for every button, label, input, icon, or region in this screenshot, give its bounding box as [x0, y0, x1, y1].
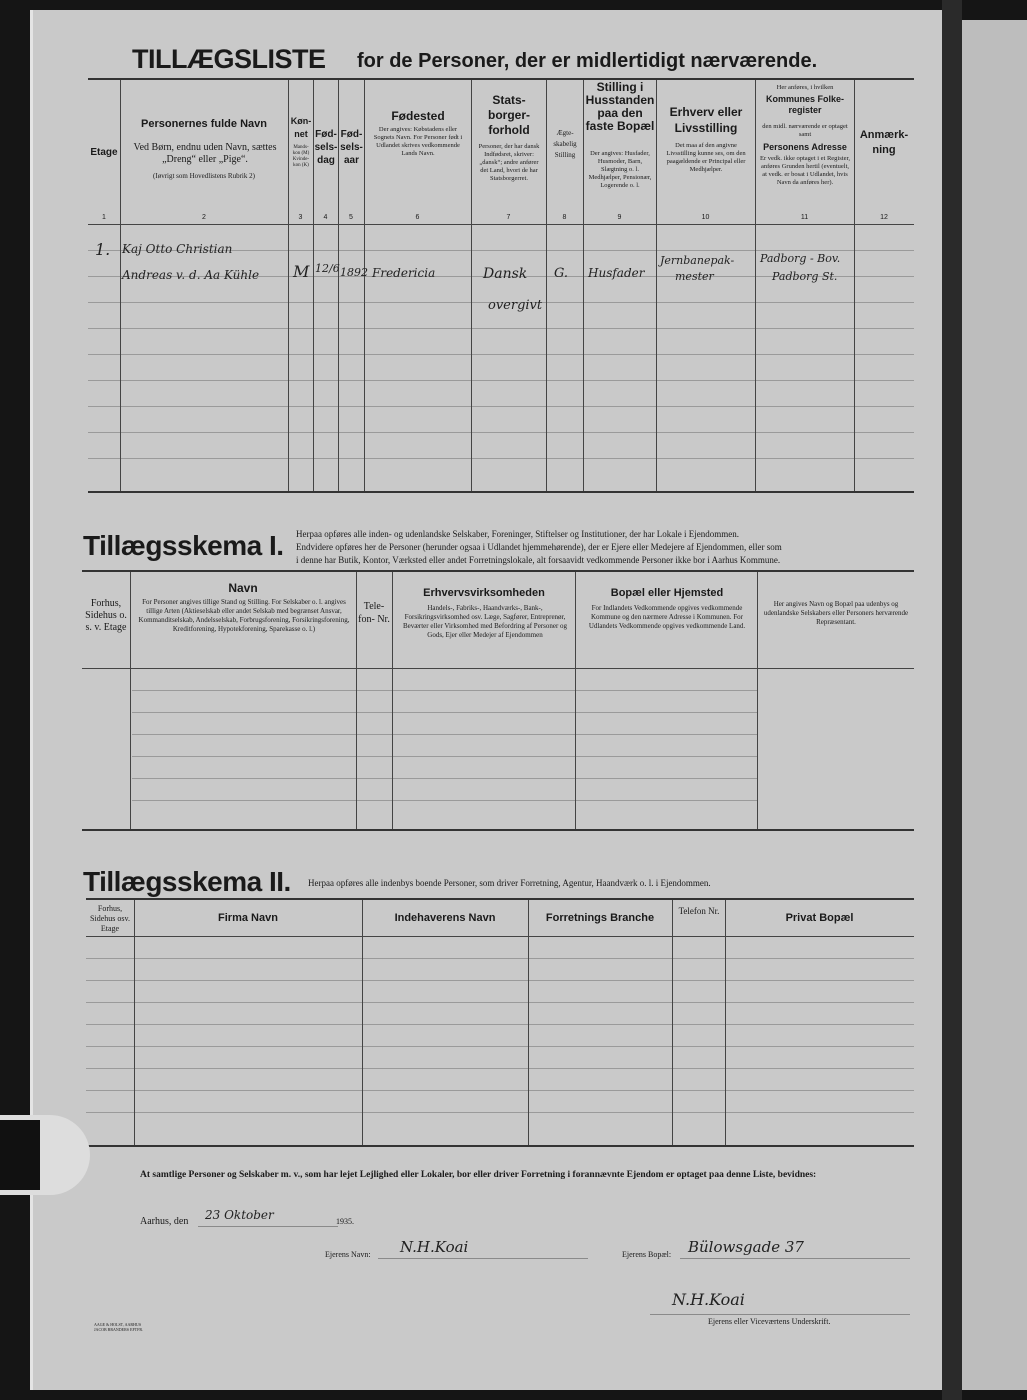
binding-shadow: [0, 1120, 40, 1190]
skema2-desc: Herpaa opføres alle indenbys boende Personer, som driver Forretning, Agentur, Haandværk o. l. i Ejendommen.: [308, 878, 711, 888]
row-statsborger-note: overgivt: [488, 298, 543, 313]
ruled-line: [88, 354, 914, 355]
row-erhverv-line1: Jernbanepak-: [660, 254, 735, 267]
ruled-line: [88, 458, 914, 459]
column-number: 1: [102, 214, 106, 221]
ruled-line: [86, 1090, 914, 1091]
ruled-line: [86, 1002, 914, 1003]
row-etage: 1.: [95, 240, 111, 259]
ruled-line: [88, 328, 914, 329]
skema2-header-rule: [86, 936, 914, 937]
header-dag: Fød- sels- dag: [314, 129, 338, 166]
column-divider: [392, 572, 393, 829]
row-dag: 12/6: [315, 262, 340, 275]
owner-address-label: Ejerens Bopæl:: [622, 1250, 672, 1259]
column-divider: [362, 900, 363, 1145]
ruled-line: [88, 406, 914, 407]
column-divider: [356, 572, 357, 829]
column-divider: [134, 900, 135, 1145]
header-erhverv: Erhverv eller Livsstilling: [669, 105, 743, 135]
header-name-note: Ved Børn, endnu uden Navn, sættes „Dreng“ eller „Pige“.: [133, 142, 277, 165]
ruled-line: [132, 712, 757, 713]
facing-page-edge: [962, 20, 1027, 1390]
owner-address-line: [680, 1258, 910, 1259]
header-name-note2: (Iøvrigt som Hovedlistens Rubrik 2): [153, 172, 255, 180]
header-aegte: Ægte- skabelig Stilling: [553, 129, 577, 159]
owner-name-signature: N.H.Koai: [400, 1238, 469, 1256]
row-stilling: Husfader: [588, 266, 645, 280]
skema1-col-telefon: Tele- fon- Nr.: [358, 601, 390, 625]
header-stilling-note: Der angives: Husfader, Husmoder, Barn, Slægtning o. l. Medhjælper, Pensionær, Logerende o. l.: [588, 150, 652, 189]
header-erhverv-note: Det maa af den angivne Livsstilling kunne ses, om den paagældende er Principal eller Medhjælper.: [666, 142, 746, 173]
skema1-col-bopael: Bopæl eller Hjemsted: [610, 587, 724, 599]
column-divider: [725, 900, 726, 1145]
skema1-col-etage: Forhus, Sidehus o. s. v. Etage: [85, 598, 127, 633]
ruled-line: [86, 1046, 914, 1047]
header-anmaerkning: Anmærk- ning: [859, 129, 909, 156]
main-title-rest: for de Personer, der er midlertidigt nærværende.: [357, 50, 818, 72]
column-divider: [528, 900, 529, 1145]
column-number: 7: [506, 214, 511, 221]
column-divider: [757, 572, 758, 829]
skema2-col-bopael: Privat Bopæl: [785, 912, 854, 924]
column-number: 6: [415, 214, 420, 221]
row-aegteskab: G.: [554, 266, 569, 281]
main-table-header-rule: [88, 224, 914, 225]
column-number: 4: [323, 214, 328, 221]
ruled-line: [132, 778, 757, 779]
header-stats-note: Personer, der har dansk Indfødsret, skriver: „dansk“; andre anfører det Land, hvori de har Statsborgerret.: [478, 143, 540, 182]
column-number: 5: [349, 214, 353, 221]
book-spine: [942, 0, 962, 1400]
row-name-line2: Andreas v. d. Aa Kühle: [122, 268, 260, 282]
skema1-desc-line1: Herpaa opføres alle inden- og udenlandske Selskaber, Foreninger, Stiftelser og Institutioner, der har Lokale i Ejendommen.: [296, 529, 740, 539]
footer-statement: At samtlige Personer og Selskaber m. v., som har lejet Lejlighed eller Lokaler, bor eller driver Forretning i forannævnte Ejendom er optaget paa denne Liste, bevidnes:: [140, 1170, 817, 1180]
skema1-col-erhverv-note: Handels-, Fabriks-, Haandværks-, Bank-, Forsikringsvirksomhed osv. Læge, Sagfører, Entreprenør, Beværter eller Virksomhed med Befordring af Personer og Gods, Ejer eller Medejer af Ejendommen: [402, 604, 568, 639]
ruled-line: [132, 690, 757, 691]
skema2-col-telefon: Telefon Nr.: [678, 906, 720, 916]
ruled-line: [88, 380, 914, 381]
skema1-header-rule: [82, 668, 914, 669]
main-title-bold: TILLÆGSLISTE: [132, 44, 326, 74]
skema1-title: Tillægsskema I.: [83, 530, 284, 561]
skema2-title: Tillægsskema II.: [83, 866, 291, 897]
row-adresse-line2: Padborg St.: [772, 270, 838, 283]
ruled-line: [88, 432, 914, 433]
ruled-line: [86, 958, 914, 959]
owner-name-label: Ejerens Navn:: [325, 1250, 371, 1259]
column-divider: [288, 80, 289, 491]
header-name: Personernes fulde Navn: [141, 118, 267, 130]
skema1-col-bopael-note: For Indlandets Vedkommende opgives vedkommende Kommune og den nærmere Adresse i Kommunen. For Udlandets Vedkommende opgives vedkommende Land.: [588, 604, 746, 630]
row-adresse-line1: Padborg - Bov.: [760, 252, 841, 265]
skema2-top-rule: [86, 898, 914, 900]
skema2-col-etage: Forhus, Sidehus osv. Etage: [90, 904, 130, 933]
skema1-top-rule: [82, 570, 914, 572]
header-register-pre: Her anføres, i hvilken: [776, 84, 834, 91]
skema1-col-navn: Navn: [228, 581, 258, 595]
row-statsborger: Dansk: [483, 266, 528, 282]
main-table-bottom-rule: [88, 491, 914, 493]
signature-label: Ejerens eller Viceværtens Underskrift.: [708, 1317, 831, 1326]
column-number: 12: [880, 214, 888, 221]
column-number: 2: [202, 214, 206, 221]
row-name-line1: Kaj Otto Christian: [122, 242, 233, 256]
row-kon: M: [293, 262, 310, 281]
ruled-line: [86, 1024, 914, 1025]
column-divider: [471, 80, 472, 491]
ruled-line: [86, 1068, 914, 1069]
footer-place-label: Aarhus, den: [140, 1216, 189, 1227]
ruled-line: [86, 980, 914, 981]
column-divider: [656, 80, 657, 491]
header-adresse-note: Er vedk. ikke optaget i et Register, anføres Grunden hertil (eventuelt, at vedk. er bosat i Udlandet, hvis Navn da anføres her).: [760, 155, 850, 186]
skema2-col-indehaver: Indehaverens Navn: [394, 912, 496, 924]
footer-year: 1935.: [336, 1217, 354, 1226]
row-erhverv-line2: mester: [675, 270, 714, 283]
ruled-line: [132, 800, 757, 801]
ruled-line: [132, 756, 757, 757]
header-etage: Etage: [90, 147, 118, 158]
header-fodested: Fødested: [391, 109, 445, 123]
skema1-col-navn-note: For Personer angives tillige Stand og Stilling. For Selskaber o. l. angives tillige Arten (Aktieselskab eller andet Selskab med begrænset Ansvar, Kommanditselskab, Andelsselskab, Forbrugsforening, Forsikringsforening, Kreditforening, Hypotekforening, Sparekasse o. l.): [138, 598, 350, 633]
ruled-line: [86, 1112, 914, 1113]
skema1-col-repraesentant: Her angives Navn og Bopæl paa udenbys og udenlandske Selskabers eller Personers herværende Repræsentant.: [763, 600, 909, 626]
header-register-mid: den midl. nærværende er optaget samt: [762, 123, 848, 138]
column-number: 9: [617, 214, 622, 221]
skema1-desc-line2: Endvidere opføres her de Personer (herunder ogsaa i Udlandet hjemmehørende), der er Ejere eller Medejere af Ejendommen, eller som: [296, 542, 782, 552]
header-kon: Køn- net: [290, 116, 312, 139]
skema2-col-branche: Forretnings Branche: [545, 912, 655, 924]
header-register: Kommunes Folke- register: [765, 94, 844, 115]
owner-name-line: [378, 1258, 588, 1259]
column-divider: [672, 900, 673, 1145]
header-aar: Fød- sels- aar: [340, 129, 363, 166]
column-number: 3: [298, 214, 303, 221]
column-divider: [755, 80, 756, 491]
row-fodested: Fredericia: [372, 266, 436, 280]
main-table-top-rule: [88, 78, 914, 80]
header-fodested-note: Der angives: Købstadens eller Sognets Navn. For Personer født i Udlandet skrives vedkommende Lands Navn.: [373, 126, 463, 157]
footer-date: 23 Oktober: [205, 1208, 274, 1222]
skema1-bottom-rule: [82, 829, 914, 831]
header-kon-note: Mands- kon (M) Kvinde- kon (K): [292, 145, 310, 168]
column-divider: [130, 572, 131, 829]
column-divider: [583, 80, 584, 491]
row-aar: 1892: [340, 266, 368, 279]
skema2-col-firma: Firma Navn: [218, 912, 278, 924]
column-divider: [364, 80, 365, 491]
signature-line: [650, 1314, 910, 1315]
printer-imprint: AAGE & HOLST, AARHUS JACOB BRANDERS EFTFR.: [94, 1322, 144, 1332]
skema1-desc-line3: i denne har Butik, Kontor, Værksted eller andet Forretningslokale, alt forsaavidt vedkommende Personer ikke bor i Aarhus Kommune.: [296, 555, 781, 565]
column-number: 10: [701, 214, 710, 221]
column-number: 11: [800, 214, 809, 221]
header-adresse: Personens Adresse: [763, 142, 847, 152]
date-line: [198, 1226, 338, 1227]
skema2-bottom-rule: [86, 1145, 914, 1147]
column-divider: [575, 572, 576, 829]
ruled-line: [132, 734, 757, 735]
column-number: 8: [562, 214, 567, 221]
signature: N.H.Koai: [672, 1290, 745, 1309]
skema1-col-erhverv: Erhvervsvirksomheden: [423, 587, 545, 599]
owner-address: Bülowsgade 37: [688, 1238, 804, 1256]
column-divider: [120, 80, 121, 491]
header-stilling: Stilling i Husstanden paa den faste Bopæl: [585, 80, 655, 133]
header-stats: Stats- borger- forhold: [488, 93, 530, 137]
